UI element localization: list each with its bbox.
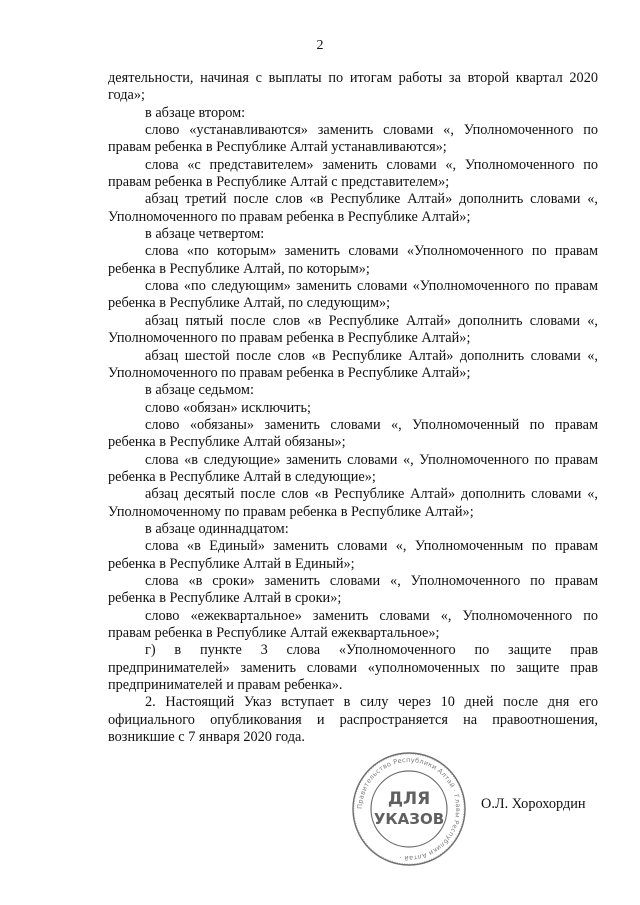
stamp-ring-text: Правительство Республики Алтай · Главы Республики Алтай · bbox=[355, 755, 463, 863]
official-stamp bbox=[350, 750, 468, 868]
svg-text:Правительство Республики Алтай bbox=[356, 756, 462, 862]
paragraph: слово «ежеквартальное» заменить словами «, Уполномоченного по правам ребенка в Республике Алтай ежеквартальное»; bbox=[108, 607, 598, 641]
paragraph: слово «устанавливаются» заменить словами «, Уполномоченного по правам ребенка в Республике Алтай устанавливаются»; bbox=[108, 122, 598, 156]
paragraph: абзац пятый после слов «в Республике Алтай» дополнить словами «, Уполномоченного по правам ребенка в Республике Алтай»; bbox=[108, 312, 598, 347]
paragraph: слова «с представителем» заменить словами «, Уполномоченного по правам ребенка в Республике Алтай с представителем»; bbox=[108, 156, 598, 191]
paragraph: слова «по следующим» заменить словами «Уполномоченного по правам ребенка в Республике Алтай, по следующим»; bbox=[108, 278, 598, 312]
paragraph: в абзаце четвертом: bbox=[145, 226, 265, 243]
paragraph: слова «в Единый» заменить словами «, Уполномоченным по правам ребенка в Республике Алтай в Единый»; bbox=[108, 538, 598, 572]
stamp-text-line2: УКАЗОВ bbox=[373, 810, 445, 828]
paragraph: деятельности, начиная с выплаты по итогам работы за второй квартал 2020 года»; bbox=[108, 70, 598, 104]
paragraph: 2. Настоящий Указ вступает в силу через 10 дней после дня его официального опубликования и распространяется на правоотношения, возникшие с 7 января 2020 года. bbox=[108, 694, 598, 746]
document-body bbox=[108, 70, 598, 746]
paragraph: в абзаце одиннадцатом: bbox=[145, 520, 289, 537]
page-number: 2 bbox=[316, 38, 324, 53]
stamp-inner-ring bbox=[371, 771, 447, 847]
paragraph: в абзаце седьмом: bbox=[145, 382, 254, 399]
stamp-outer-ring bbox=[353, 753, 465, 865]
paragraph: в абзаце втором: bbox=[145, 104, 246, 121]
paragraph: слова «в следующие» заменить словами «, Уполномоченного по правам ребенка в Республике Алтай в следующие»; bbox=[108, 451, 598, 485]
paragraph: слова «по которым» заменить словами «Уполномоченного по правам ребенка в Республике Алтай, по которым»; bbox=[108, 243, 598, 277]
paragraph: абзац шестой после слов «в Республике Алтай» дополнить словами «, Уполномоченного по правам ребенка в Республике Алтай»; bbox=[108, 347, 598, 381]
paragraph: абзац третий после слов «в Республике Алтай» дополнить словами «, Уполномоченного по правам ребенка в Республике Алтай»; bbox=[108, 191, 598, 225]
paragraph: слова «в сроки» заменить словами «, Уполномоченного по правам ребенка в Республике Алтай в сроки»; bbox=[108, 572, 598, 607]
paragraph: слово «обязаны» заменить словами «, Уполномоченный по правам ребенка в Республике Алтай обязаны»; bbox=[108, 416, 598, 451]
stamp-text-line1: ДЛЯ bbox=[387, 789, 431, 809]
paragraph: г) в пункте 3 слова «Уполномоченного по защите прав предпринимателей» заменить словами «уполномоченных по защите прав предпринимателей и правам ребенка». bbox=[108, 642, 598, 694]
signatory-name: О.Л. Хорохордин bbox=[481, 796, 586, 812]
paragraph: слово «обязан» исключить; bbox=[145, 399, 311, 416]
signature-block bbox=[350, 750, 620, 880]
paragraph: абзац десятый после слов «в Республике Алтай» дополнить словами «, Уполномоченному по правам ребенка в Республике Алтай»; bbox=[108, 486, 598, 520]
